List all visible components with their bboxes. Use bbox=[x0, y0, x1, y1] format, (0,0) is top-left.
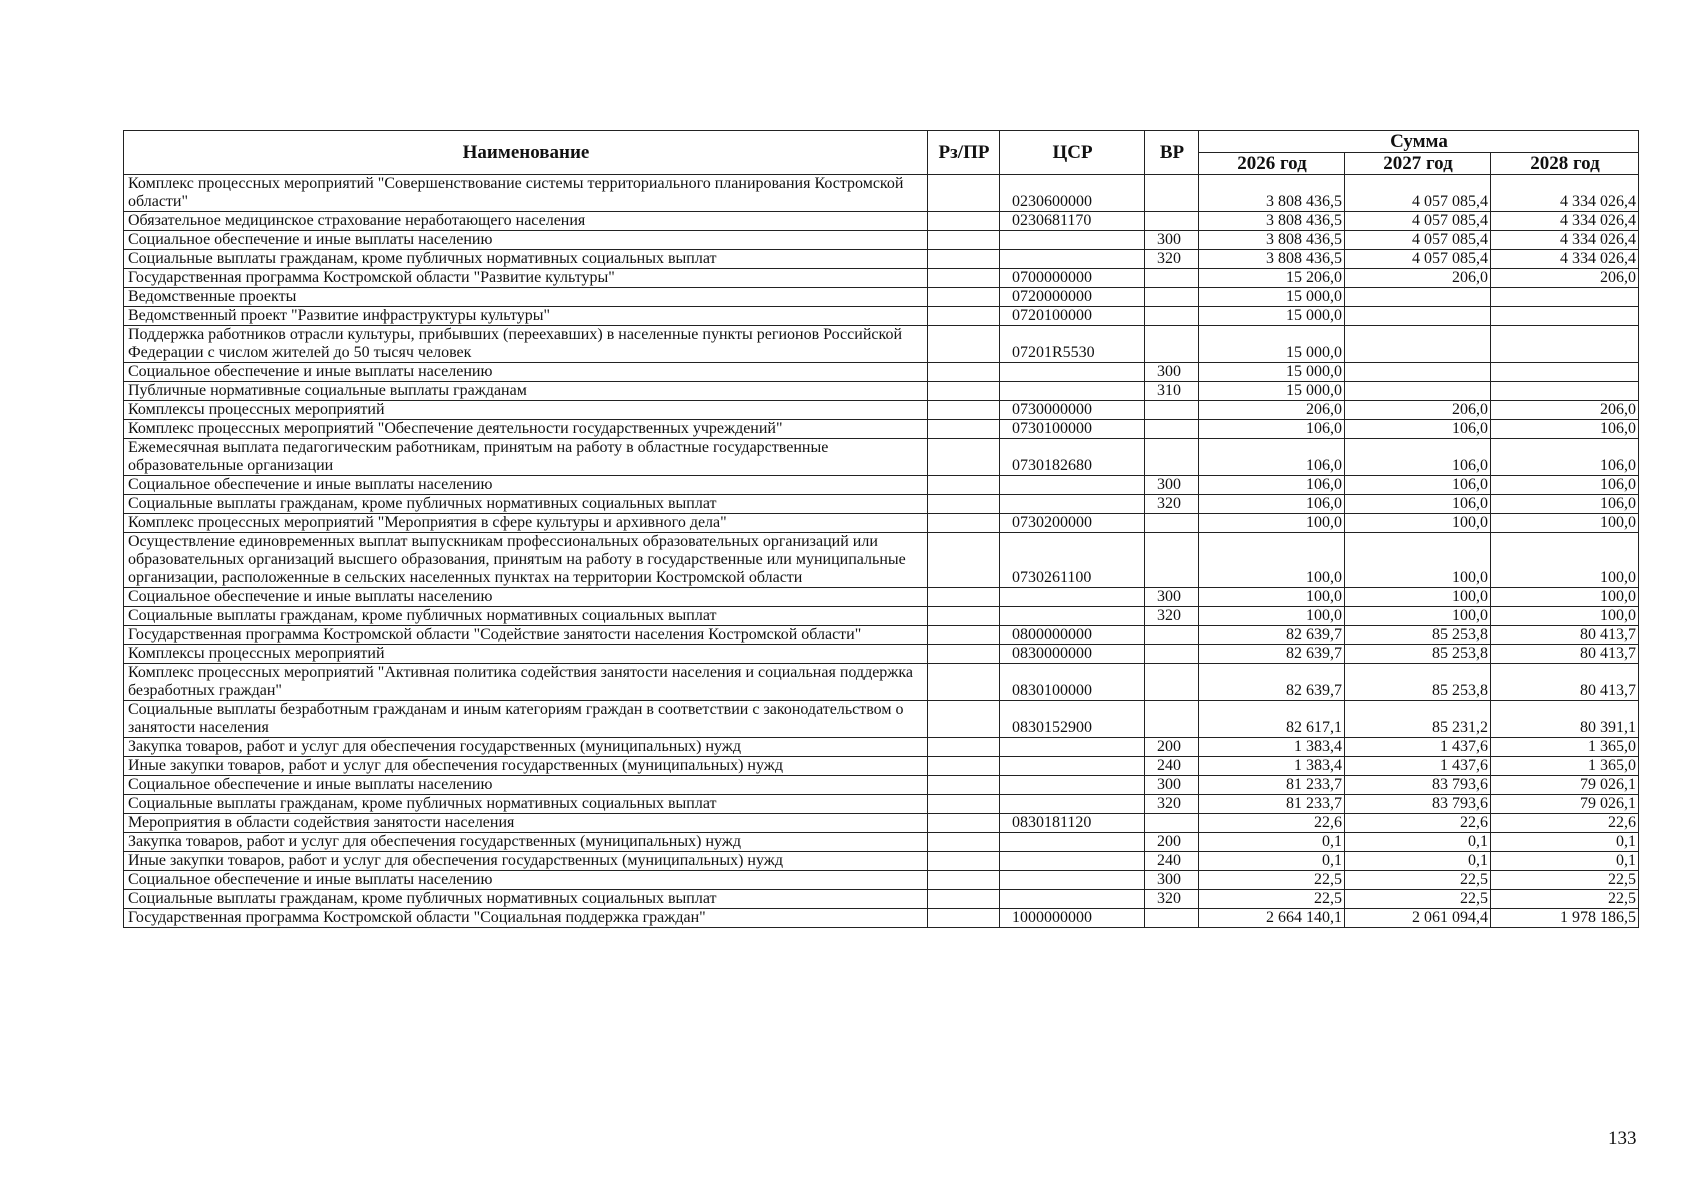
cell-name: Иные закупки товаров, работ и услуг для обеспечения государственных (муниципальных) нужд bbox=[124, 852, 928, 871]
cell-csr bbox=[1000, 852, 1145, 871]
cell-sum-2028: 4 334 026,4 bbox=[1491, 250, 1639, 269]
cell-sum-2028: 80 413,7 bbox=[1491, 664, 1639, 701]
cell-sum-2027: 0,1 bbox=[1345, 852, 1491, 871]
cell-vr: 310 bbox=[1145, 382, 1199, 401]
cell-sum-2028: 106,0 bbox=[1491, 476, 1639, 495]
cell-rzpr bbox=[928, 909, 1000, 928]
cell-rzpr bbox=[928, 533, 1000, 588]
cell-rzpr bbox=[928, 231, 1000, 250]
header-year-2026: 2026 год bbox=[1199, 153, 1345, 175]
cell-sum-2026: 22,6 bbox=[1199, 814, 1345, 833]
table-row bbox=[124, 814, 1639, 833]
table-body bbox=[124, 175, 1639, 928]
cell-csr bbox=[1000, 476, 1145, 495]
table-row bbox=[124, 909, 1639, 928]
cell-sum-2026: 100,0 bbox=[1199, 514, 1345, 533]
cell-name: Социальные выплаты гражданам, кроме публичных нормативных социальных выплат bbox=[124, 607, 928, 626]
cell-sum-2028: 100,0 bbox=[1491, 588, 1639, 607]
cell-csr bbox=[1000, 363, 1145, 382]
cell-sum-2028: 80 413,7 bbox=[1491, 645, 1639, 664]
table-row bbox=[124, 757, 1639, 776]
cell-sum-2027: 4 057 085,4 bbox=[1345, 231, 1491, 250]
cell-name: Государственная программа Костромской области "Содействие занятости населения Костромской области" bbox=[124, 626, 928, 645]
cell-sum-2027 bbox=[1345, 288, 1491, 307]
header-year-2028: 2028 год bbox=[1491, 153, 1639, 175]
cell-sum-2028: 100,0 bbox=[1491, 607, 1639, 626]
cell-sum-2028: 0,1 bbox=[1491, 852, 1639, 871]
table-row bbox=[124, 514, 1639, 533]
cell-name: Государственная программа Костромской области "Социальная поддержка граждан" bbox=[124, 909, 928, 928]
cell-sum-2026: 1 383,4 bbox=[1199, 757, 1345, 776]
cell-rzpr bbox=[928, 495, 1000, 514]
cell-sum-2028: 79 026,1 bbox=[1491, 795, 1639, 814]
cell-rzpr bbox=[928, 326, 1000, 363]
header-csr: ЦСР bbox=[1000, 131, 1145, 175]
cell-name: Социальное обеспечение и иные выплаты населению bbox=[124, 231, 928, 250]
cell-vr: 300 bbox=[1145, 231, 1199, 250]
cell-sum-2028 bbox=[1491, 307, 1639, 326]
cell-sum-2028: 206,0 bbox=[1491, 401, 1639, 420]
cell-csr bbox=[1000, 588, 1145, 607]
cell-sum-2027: 4 057 085,4 bbox=[1345, 175, 1491, 212]
cell-sum-2028 bbox=[1491, 288, 1639, 307]
table-row bbox=[124, 363, 1639, 382]
cell-sum-2026: 3 808 436,5 bbox=[1199, 175, 1345, 212]
table-row bbox=[124, 288, 1639, 307]
cell-vr: 200 bbox=[1145, 738, 1199, 757]
cell-sum-2026: 106,0 bbox=[1199, 420, 1345, 439]
cell-rzpr bbox=[928, 288, 1000, 307]
cell-name: Государственная программа Костромской области "Развитие культуры" bbox=[124, 269, 928, 288]
cell-vr bbox=[1145, 326, 1199, 363]
cell-sum-2027: 83 793,6 bbox=[1345, 795, 1491, 814]
cell-sum-2027: 85 253,8 bbox=[1345, 664, 1491, 701]
cell-csr: 0730200000 bbox=[1000, 514, 1145, 533]
table-header bbox=[124, 131, 1639, 175]
cell-sum-2027 bbox=[1345, 307, 1491, 326]
cell-name: Социальные выплаты гражданам, кроме публичных нормативных социальных выплат bbox=[124, 890, 928, 909]
cell-vr: 320 bbox=[1145, 795, 1199, 814]
cell-sum-2026: 81 233,7 bbox=[1199, 795, 1345, 814]
cell-vr bbox=[1145, 909, 1199, 928]
cell-sum-2026: 3 808 436,5 bbox=[1199, 212, 1345, 231]
cell-sum-2026: 82 639,7 bbox=[1199, 626, 1345, 645]
cell-sum-2026: 15 000,0 bbox=[1199, 382, 1345, 401]
cell-csr: 0730261100 bbox=[1000, 533, 1145, 588]
cell-sum-2027: 22,5 bbox=[1345, 890, 1491, 909]
cell-sum-2028: 80 391,1 bbox=[1491, 701, 1639, 738]
cell-csr bbox=[1000, 757, 1145, 776]
table-row bbox=[124, 607, 1639, 626]
cell-name: Комплексы процессных мероприятий bbox=[124, 645, 928, 664]
cell-sum-2027: 106,0 bbox=[1345, 439, 1491, 476]
cell-sum-2026: 206,0 bbox=[1199, 401, 1345, 420]
cell-name: Обязательное медицинское страхование неработающего населения bbox=[124, 212, 928, 231]
cell-rzpr bbox=[928, 795, 1000, 814]
cell-name: Осуществление единовременных выплат выпускникам профессиональных образовательных организаций или образовательных организаций высшего образования, принятым на работу в государственные или муниципальные организации, расположенные в сельских населенных пунктах на территории Костромской области bbox=[124, 533, 928, 588]
cell-sum-2028 bbox=[1491, 326, 1639, 363]
cell-csr: 0830000000 bbox=[1000, 645, 1145, 664]
cell-sum-2026: 15 000,0 bbox=[1199, 363, 1345, 382]
cell-rzpr bbox=[928, 476, 1000, 495]
cell-sum-2028 bbox=[1491, 363, 1639, 382]
cell-name: Социальное обеспечение и иные выплаты населению bbox=[124, 363, 928, 382]
cell-rzpr bbox=[928, 588, 1000, 607]
table-row bbox=[124, 588, 1639, 607]
cell-vr: 300 bbox=[1145, 363, 1199, 382]
cell-sum-2028: 1 978 186,5 bbox=[1491, 909, 1639, 928]
cell-rzpr bbox=[928, 701, 1000, 738]
table-row bbox=[124, 401, 1639, 420]
cell-rzpr bbox=[928, 738, 1000, 757]
table-row bbox=[124, 738, 1639, 757]
cell-name: Ежемесячная выплата педагогическим работникам, принятым на работу в областные государственные образовательные организации bbox=[124, 439, 928, 476]
cell-rzpr bbox=[928, 645, 1000, 664]
cell-vr: 300 bbox=[1145, 871, 1199, 890]
cell-sum-2027: 85 253,8 bbox=[1345, 626, 1491, 645]
cell-rzpr bbox=[928, 363, 1000, 382]
cell-sum-2028 bbox=[1491, 382, 1639, 401]
cell-name: Закупка товаров, работ и услуг для обеспечения государственных (муниципальных) нужд bbox=[124, 833, 928, 852]
cell-sum-2026: 15 000,0 bbox=[1199, 326, 1345, 363]
cell-sum-2028: 79 026,1 bbox=[1491, 776, 1639, 795]
cell-sum-2027: 0,1 bbox=[1345, 833, 1491, 852]
cell-sum-2028: 1 365,0 bbox=[1491, 757, 1639, 776]
table-row bbox=[124, 326, 1639, 363]
cell-vr bbox=[1145, 439, 1199, 476]
cell-rzpr bbox=[928, 250, 1000, 269]
cell-name: Комплекс процессных мероприятий "Мероприятия в сфере культуры и архивного дела" bbox=[124, 514, 928, 533]
cell-rzpr bbox=[928, 664, 1000, 701]
cell-name: Публичные нормативные социальные выплаты гражданам bbox=[124, 382, 928, 401]
cell-csr bbox=[1000, 231, 1145, 250]
cell-name: Социальное обеспечение и иные выплаты населению bbox=[124, 776, 928, 795]
table-row bbox=[124, 626, 1639, 645]
cell-name: Закупка товаров, работ и услуг для обеспечения государственных (муниципальных) нужд bbox=[124, 738, 928, 757]
cell-csr: 0230681170 bbox=[1000, 212, 1145, 231]
cell-name: Социальные выплаты гражданам, кроме публичных нормативных социальных выплат bbox=[124, 495, 928, 514]
cell-sum-2026: 100,0 bbox=[1199, 533, 1345, 588]
cell-rzpr bbox=[928, 852, 1000, 871]
cell-rzpr bbox=[928, 833, 1000, 852]
cell-vr: 240 bbox=[1145, 852, 1199, 871]
cell-vr bbox=[1145, 175, 1199, 212]
header-sum: Сумма bbox=[1199, 131, 1639, 153]
table-row bbox=[124, 871, 1639, 890]
cell-csr bbox=[1000, 871, 1145, 890]
cell-csr bbox=[1000, 833, 1145, 852]
cell-sum-2026: 82 639,7 bbox=[1199, 645, 1345, 664]
cell-vr: 300 bbox=[1145, 588, 1199, 607]
cell-vr bbox=[1145, 307, 1199, 326]
table-row bbox=[124, 212, 1639, 231]
cell-sum-2026: 0,1 bbox=[1199, 833, 1345, 852]
cell-csr: 0830100000 bbox=[1000, 664, 1145, 701]
cell-sum-2028: 22,6 bbox=[1491, 814, 1639, 833]
cell-sum-2026: 1 383,4 bbox=[1199, 738, 1345, 757]
table-row bbox=[124, 664, 1639, 701]
cell-sum-2027 bbox=[1345, 326, 1491, 363]
cell-name: Социальные выплаты безработным гражданам и иным категориям граждан в соответствии с законодательством о занятости населения bbox=[124, 701, 928, 738]
cell-csr: 0700000000 bbox=[1000, 269, 1145, 288]
table-row bbox=[124, 307, 1639, 326]
cell-sum-2026: 22,5 bbox=[1199, 871, 1345, 890]
cell-sum-2026: 2 664 140,1 bbox=[1199, 909, 1345, 928]
cell-csr: 07201R5530 bbox=[1000, 326, 1145, 363]
cell-sum-2028: 206,0 bbox=[1491, 269, 1639, 288]
header-vr: ВР bbox=[1145, 131, 1199, 175]
cell-sum-2027: 206,0 bbox=[1345, 401, 1491, 420]
cell-sum-2027: 4 057 085,4 bbox=[1345, 212, 1491, 231]
cell-sum-2026: 22,5 bbox=[1199, 890, 1345, 909]
table-row bbox=[124, 890, 1639, 909]
cell-name: Комплекс процессных мероприятий "Обеспечение деятельности государственных учреждений" bbox=[124, 420, 928, 439]
cell-csr: 0720000000 bbox=[1000, 288, 1145, 307]
cell-vr: 320 bbox=[1145, 607, 1199, 626]
cell-name: Мероприятия в области содействия занятости населения bbox=[124, 814, 928, 833]
cell-vr bbox=[1145, 514, 1199, 533]
cell-rzpr bbox=[928, 776, 1000, 795]
header-rzpr: Рз/ПР bbox=[928, 131, 1000, 175]
cell-vr bbox=[1145, 626, 1199, 645]
table-row bbox=[124, 476, 1639, 495]
cell-sum-2026: 15 000,0 bbox=[1199, 288, 1345, 307]
page-number: 133 bbox=[1608, 1128, 1637, 1149]
cell-csr: 0230600000 bbox=[1000, 175, 1145, 212]
cell-rzpr bbox=[928, 890, 1000, 909]
cell-vr bbox=[1145, 533, 1199, 588]
table-row bbox=[124, 175, 1639, 212]
cell-csr bbox=[1000, 250, 1145, 269]
cell-vr: 300 bbox=[1145, 776, 1199, 795]
cell-name: Социальные выплаты гражданам, кроме публичных нормативных социальных выплат bbox=[124, 250, 928, 269]
header-year-2027: 2027 год bbox=[1345, 153, 1491, 175]
cell-name: Социальные выплаты гражданам, кроме публичных нормативных социальных выплат bbox=[124, 795, 928, 814]
cell-sum-2028: 22,5 bbox=[1491, 871, 1639, 890]
cell-sum-2027: 106,0 bbox=[1345, 476, 1491, 495]
cell-rzpr bbox=[928, 814, 1000, 833]
cell-rzpr bbox=[928, 439, 1000, 476]
cell-name: Ведомственный проект "Развитие инфраструктуры культуры" bbox=[124, 307, 928, 326]
cell-csr: 0730182680 bbox=[1000, 439, 1145, 476]
cell-name: Комплекс процессных мероприятий "Активная политика содействия занятости населения и социальная поддержка безработных граждан" bbox=[124, 664, 928, 701]
cell-sum-2028: 80 413,7 bbox=[1491, 626, 1639, 645]
table-row bbox=[124, 833, 1639, 852]
cell-vr bbox=[1145, 814, 1199, 833]
cell-csr: 0720100000 bbox=[1000, 307, 1145, 326]
cell-sum-2026: 15 206,0 bbox=[1199, 269, 1345, 288]
cell-vr: 320 bbox=[1145, 250, 1199, 269]
table-row bbox=[124, 795, 1639, 814]
cell-vr bbox=[1145, 212, 1199, 231]
cell-sum-2027: 22,5 bbox=[1345, 871, 1491, 890]
cell-csr bbox=[1000, 795, 1145, 814]
cell-csr bbox=[1000, 607, 1145, 626]
header-name: Наименование bbox=[124, 131, 928, 175]
cell-name: Социальное обеспечение и иные выплаты населению bbox=[124, 476, 928, 495]
cell-sum-2026: 106,0 bbox=[1199, 439, 1345, 476]
cell-sum-2028: 100,0 bbox=[1491, 514, 1639, 533]
table-row bbox=[124, 495, 1639, 514]
cell-name: Ведомственные проекты bbox=[124, 288, 928, 307]
cell-rzpr bbox=[928, 626, 1000, 645]
cell-vr bbox=[1145, 288, 1199, 307]
table-row bbox=[124, 439, 1639, 476]
table-row bbox=[124, 776, 1639, 795]
cell-sum-2027: 85 231,2 bbox=[1345, 701, 1491, 738]
cell-name: Социальное обеспечение и иные выплаты населению bbox=[124, 588, 928, 607]
cell-sum-2026: 0,1 bbox=[1199, 852, 1345, 871]
cell-csr bbox=[1000, 776, 1145, 795]
cell-rzpr bbox=[928, 871, 1000, 890]
cell-sum-2027: 4 057 085,4 bbox=[1345, 250, 1491, 269]
cell-name: Поддержка работников отрасли культуры, прибывших (переехавших) в населенные пункты регионов Российской Федерации с числом жителей до 50 тысяч человек bbox=[124, 326, 928, 363]
cell-sum-2028: 4 334 026,4 bbox=[1491, 231, 1639, 250]
cell-rzpr bbox=[928, 401, 1000, 420]
cell-sum-2027: 83 793,6 bbox=[1345, 776, 1491, 795]
cell-sum-2026: 81 233,7 bbox=[1199, 776, 1345, 795]
cell-sum-2027: 100,0 bbox=[1345, 607, 1491, 626]
cell-sum-2028: 106,0 bbox=[1491, 495, 1639, 514]
cell-sum-2027: 100,0 bbox=[1345, 588, 1491, 607]
cell-sum-2028: 0,1 bbox=[1491, 833, 1639, 852]
cell-vr bbox=[1145, 664, 1199, 701]
cell-sum-2027: 100,0 bbox=[1345, 533, 1491, 588]
cell-sum-2026: 106,0 bbox=[1199, 476, 1345, 495]
cell-csr bbox=[1000, 890, 1145, 909]
table-row bbox=[124, 382, 1639, 401]
cell-rzpr bbox=[928, 420, 1000, 439]
cell-sum-2027: 85 253,8 bbox=[1345, 645, 1491, 664]
cell-rzpr bbox=[928, 307, 1000, 326]
cell-csr: 0830181120 bbox=[1000, 814, 1145, 833]
cell-csr bbox=[1000, 495, 1145, 514]
cell-sum-2026: 106,0 bbox=[1199, 495, 1345, 514]
cell-sum-2026: 100,0 bbox=[1199, 588, 1345, 607]
table-row bbox=[124, 645, 1639, 664]
cell-csr: 1000000000 bbox=[1000, 909, 1145, 928]
cell-vr: 320 bbox=[1145, 890, 1199, 909]
cell-sum-2027: 2 061 094,4 bbox=[1345, 909, 1491, 928]
cell-vr: 300 bbox=[1145, 476, 1199, 495]
table-row bbox=[124, 269, 1639, 288]
cell-vr bbox=[1145, 645, 1199, 664]
cell-sum-2027: 1 437,6 bbox=[1345, 738, 1491, 757]
cell-vr bbox=[1145, 401, 1199, 420]
cell-name: Комплекс процессных мероприятий "Совершенствование системы территориального планирования Костромской области" bbox=[124, 175, 928, 212]
cell-vr bbox=[1145, 269, 1199, 288]
cell-vr bbox=[1145, 701, 1199, 738]
cell-sum-2028: 1 365,0 bbox=[1491, 738, 1639, 757]
cell-csr bbox=[1000, 382, 1145, 401]
cell-csr: 0730000000 bbox=[1000, 401, 1145, 420]
cell-sum-2028: 22,5 bbox=[1491, 890, 1639, 909]
cell-sum-2028: 100,0 bbox=[1491, 533, 1639, 588]
cell-sum-2028: 106,0 bbox=[1491, 420, 1639, 439]
table-row bbox=[124, 420, 1639, 439]
cell-name: Комплексы процессных мероприятий bbox=[124, 401, 928, 420]
cell-sum-2027: 206,0 bbox=[1345, 269, 1491, 288]
cell-sum-2026: 82 617,1 bbox=[1199, 701, 1345, 738]
cell-sum-2027: 100,0 bbox=[1345, 514, 1491, 533]
cell-csr: 0730100000 bbox=[1000, 420, 1145, 439]
cell-sum-2026: 15 000,0 bbox=[1199, 307, 1345, 326]
cell-sum-2028: 4 334 026,4 bbox=[1491, 212, 1639, 231]
cell-rzpr bbox=[928, 269, 1000, 288]
cell-sum-2027: 106,0 bbox=[1345, 420, 1491, 439]
table-row bbox=[124, 701, 1639, 738]
cell-csr bbox=[1000, 738, 1145, 757]
cell-rzpr bbox=[928, 757, 1000, 776]
cell-rzpr bbox=[928, 175, 1000, 212]
cell-sum-2026: 82 639,7 bbox=[1199, 664, 1345, 701]
cell-sum-2026: 3 808 436,5 bbox=[1199, 250, 1345, 269]
cell-sum-2027: 106,0 bbox=[1345, 495, 1491, 514]
table-row bbox=[124, 231, 1639, 250]
cell-vr: 320 bbox=[1145, 495, 1199, 514]
cell-rzpr bbox=[928, 607, 1000, 626]
cell-vr bbox=[1145, 420, 1199, 439]
cell-rzpr bbox=[928, 212, 1000, 231]
cell-rzpr bbox=[928, 382, 1000, 401]
cell-sum-2027: 22,6 bbox=[1345, 814, 1491, 833]
cell-sum-2026: 100,0 bbox=[1199, 607, 1345, 626]
cell-rzpr bbox=[928, 514, 1000, 533]
budget-table bbox=[123, 130, 1639, 928]
cell-sum-2027: 1 437,6 bbox=[1345, 757, 1491, 776]
cell-sum-2027 bbox=[1345, 382, 1491, 401]
cell-sum-2026: 3 808 436,5 bbox=[1199, 231, 1345, 250]
cell-vr: 240 bbox=[1145, 757, 1199, 776]
table-row bbox=[124, 533, 1639, 588]
table-row bbox=[124, 852, 1639, 871]
cell-csr: 0800000000 bbox=[1000, 626, 1145, 645]
cell-sum-2028: 4 334 026,4 bbox=[1491, 175, 1639, 212]
cell-name: Социальное обеспечение и иные выплаты населению bbox=[124, 871, 928, 890]
cell-vr: 200 bbox=[1145, 833, 1199, 852]
cell-csr: 0830152900 bbox=[1000, 701, 1145, 738]
cell-sum-2027 bbox=[1345, 363, 1491, 382]
table-row bbox=[124, 250, 1639, 269]
cell-sum-2028: 106,0 bbox=[1491, 439, 1639, 476]
cell-name: Иные закупки товаров, работ и услуг для обеспечения государственных (муниципальных) нужд bbox=[124, 757, 928, 776]
